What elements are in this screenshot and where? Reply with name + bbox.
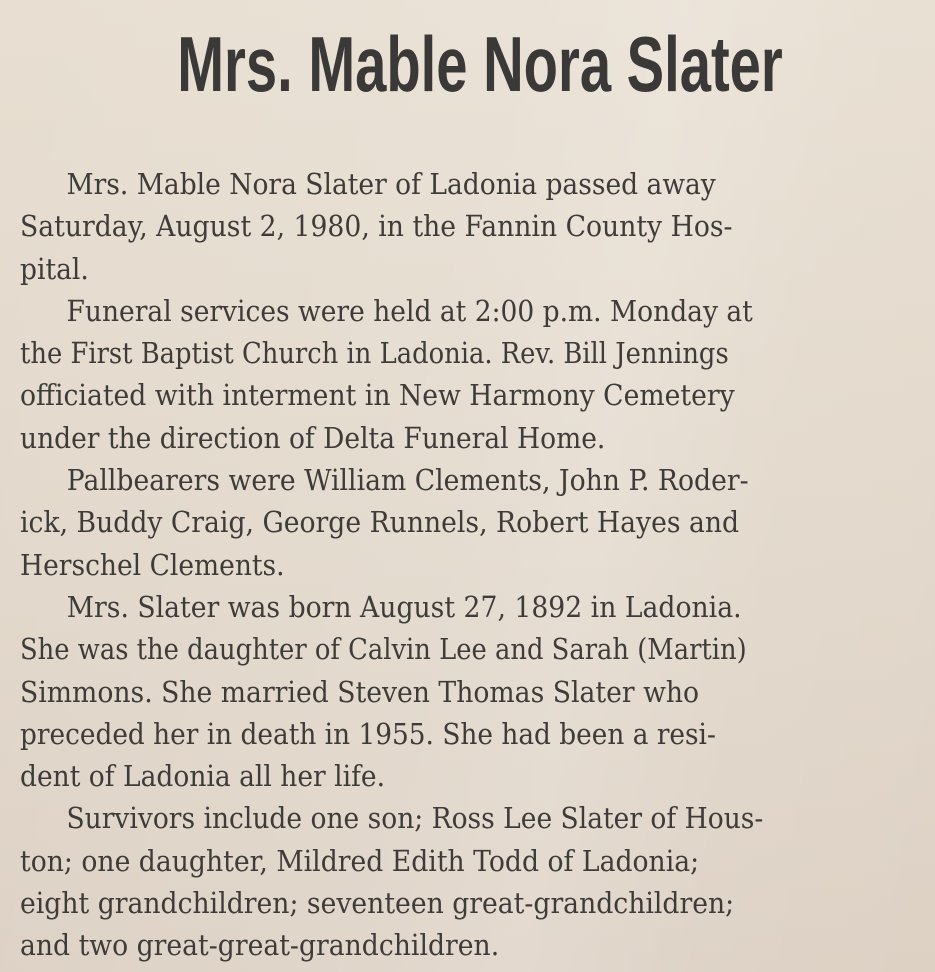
text-line: Simmons. She married Steven Thomas Slater who bbox=[20, 675, 700, 709]
text-line: Mrs. Mable Nora Slater of Ladonia passed away bbox=[66, 168, 716, 201]
text-line: officiated with interment in New Harmony Cemetery bbox=[20, 379, 735, 413]
text-line: and two great-great-grandchildren. bbox=[20, 929, 500, 963]
text-line: Herschel Clements. bbox=[20, 548, 285, 582]
text-line: ton; one daughter, Mildred Edith Todd of Ladonia; bbox=[20, 844, 700, 878]
obituary-body bbox=[20, 164, 930, 968]
text-line: eight grandchildren; seventeen great-grandchildren; bbox=[20, 887, 735, 921]
obituary-headline: Mrs. Mable Nora Slater bbox=[177, 20, 783, 108]
text-line: preceded her in death in 1955. She had been a resi- bbox=[20, 717, 716, 751]
text-line: Mrs. Slater was born August 27, 1892 in Ladonia. bbox=[66, 590, 742, 624]
text-line: ick, Buddy Craig, George Runnels, Robert Hayes and bbox=[20, 506, 740, 540]
text-line: the First Baptist Church in Ladonia. Rev. Bill Jennings bbox=[20, 337, 729, 371]
text-line: Pallbearers were William Clements, John P. Roder- bbox=[66, 464, 749, 498]
text-line: Funeral services were held at 2:00 p.m. Monday at bbox=[66, 294, 753, 328]
text-line: under the direction of Delta Funeral Home. bbox=[20, 421, 606, 455]
text-line: pital. bbox=[20, 252, 89, 286]
text-line: She was the daughter of Calvin Lee and Sarah (Martin) bbox=[20, 633, 747, 667]
text-line: Survivors include one son; Ross Lee Slater of Hous- bbox=[66, 802, 764, 836]
text-line: dent of Ladonia all her life. bbox=[20, 760, 386, 794]
text-line: Saturday, August 2, 1980, in the Fannin County Hos- bbox=[20, 210, 733, 244]
